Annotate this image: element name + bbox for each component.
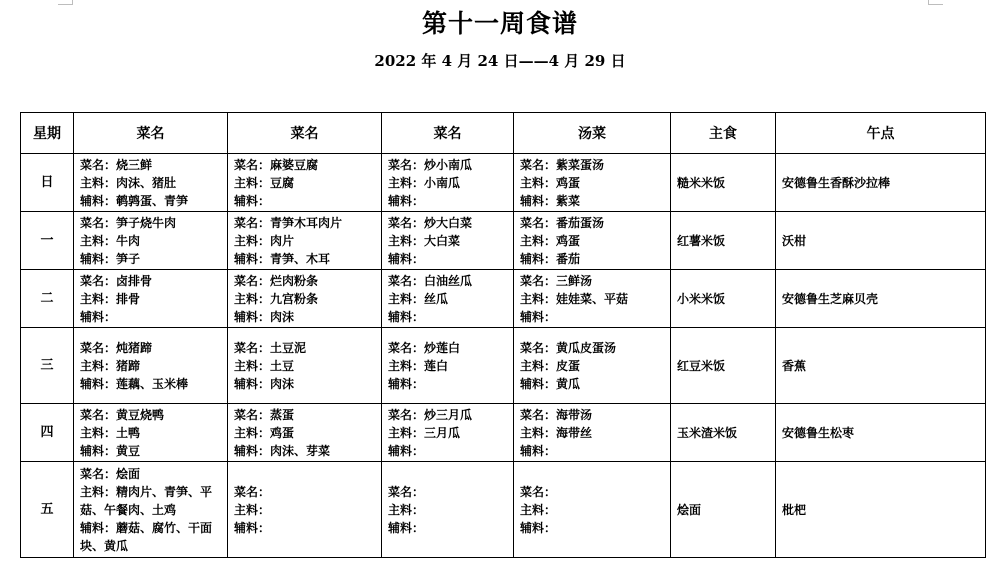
weekday-cell: 日: [21, 154, 74, 212]
dish-side: 辅料：青笋、木耳: [234, 251, 331, 266]
dish-main: 主料：娃娃菜、平菇: [520, 291, 629, 306]
dish-main: 主料：牛肉: [80, 233, 141, 248]
table-row: [21, 154, 986, 212]
staple-cell: 小米米饭: [671, 270, 776, 328]
header-dish-2: 菜名: [228, 113, 382, 154]
dish-name: 菜名：黄瓜皮蛋汤: [520, 340, 617, 355]
dish-cell: [382, 404, 514, 462]
dish-main: 主料：猪蹄: [80, 358, 141, 373]
dish-main: 主料：土鸭: [80, 425, 141, 440]
soup-cell: [514, 154, 671, 212]
dish-name: 菜名：烩面: [80, 466, 141, 481]
soup-cell: [514, 270, 671, 328]
dish-cell: [228, 270, 382, 328]
dish-side: 辅料：: [388, 193, 425, 208]
dish-main: 主料：排骨: [80, 291, 141, 306]
table-row: [21, 462, 986, 558]
dish-name: 菜名：黄豆烧鸭: [80, 407, 165, 422]
dish-side: 辅料：: [234, 193, 271, 208]
dish-main: 主料：肉片: [234, 233, 295, 248]
staple-cell: 红豆米饭: [671, 328, 776, 404]
dish-side: 辅料：番茄: [520, 251, 581, 266]
dish-side: 辅料：蘑菇、腐竹、干面块、黄瓜: [80, 520, 213, 553]
dish-main: 主料：精肉片、青笋、平菇、午餐肉、土鸡: [80, 484, 213, 517]
dish-cell: [382, 154, 514, 212]
dish-main: 主料：豆腐: [234, 175, 295, 190]
soup-cell: [514, 328, 671, 404]
dish-cell: [74, 154, 228, 212]
dish-side: 辅料：鹌鹑蛋、青笋: [80, 193, 189, 208]
snack-cell: 枇杷: [776, 462, 986, 558]
dish-cell: [228, 404, 382, 462]
dish-side: 辅料：: [388, 443, 425, 458]
dish-cell: [228, 328, 382, 404]
dish-cell: [228, 154, 382, 212]
dish-main: 主料：: [388, 502, 425, 517]
dish-name: 菜名：烂肉粉条: [234, 273, 319, 288]
dish-main: 主料：莲白: [388, 358, 449, 373]
dish-name: 菜名：卤排骨: [80, 273, 153, 288]
dish-side: 辅料：紫菜: [520, 193, 581, 208]
staple-cell: 红薯米饭: [671, 212, 776, 270]
table-row: [21, 270, 986, 328]
dish-side: 辅料：: [388, 376, 425, 391]
dish-cell: [382, 462, 514, 558]
dish-name: 菜名：蒸蛋: [234, 407, 295, 422]
header-staple: 主食: [671, 113, 776, 154]
dish-side: 辅料：: [388, 520, 425, 535]
dish-cell: [228, 212, 382, 270]
snack-cell: 安德鲁生松枣: [776, 404, 986, 462]
header-dish-1: 菜名: [74, 113, 228, 154]
dish-main: 主料：: [234, 502, 271, 517]
dish-name: 菜名：炒小南瓜: [388, 157, 473, 172]
header-soup: 汤菜: [514, 113, 671, 154]
dish-cell: [74, 404, 228, 462]
dish-main: 主料：九宫粉条: [234, 291, 319, 306]
dish-name: 菜名：三鲜汤: [520, 273, 593, 288]
table-row: [21, 212, 986, 270]
dish-name: 菜名：白油丝瓜: [388, 273, 473, 288]
dish-name: 菜名：紫菜蛋汤: [520, 157, 605, 172]
table-row: [21, 404, 986, 462]
dish-cell: [74, 212, 228, 270]
dish-main: 主料：皮蛋: [520, 358, 581, 373]
dish-side: 辅料：肉沫: [234, 376, 295, 391]
header-dish-3: 菜名: [382, 113, 514, 154]
dish-side: 辅料：: [80, 309, 117, 324]
dish-name: 菜名：炖猪蹄: [80, 340, 153, 355]
page-title: 第十一周食谱: [421, 9, 578, 38]
dish-cell: [74, 328, 228, 404]
menu-table: [20, 112, 986, 558]
dish-side: 辅料：: [388, 251, 425, 266]
dish-cell: [382, 328, 514, 404]
dish-main: 主料：鸡蛋: [520, 175, 581, 190]
table-row: [21, 328, 986, 404]
dish-name: 菜名：笋子烧牛肉: [80, 215, 177, 230]
soup-cell: [514, 404, 671, 462]
weekday-cell: 四: [21, 404, 74, 462]
header-row: [21, 113, 986, 154]
dish-name: 菜名：炒三月瓜: [388, 407, 473, 422]
dish-name: 菜名：海带汤: [520, 407, 593, 422]
dish-side: 辅料：: [520, 309, 557, 324]
soup-cell: [514, 462, 671, 558]
dish-main: 主料：肉沫、猪肚: [80, 175, 177, 190]
dish-side: 辅料：: [388, 309, 425, 324]
dish-side: 辅料：: [520, 443, 557, 458]
dish-main: 主料：鸡蛋: [234, 425, 295, 440]
snack-cell: 安德鲁生芝麻贝壳: [776, 270, 986, 328]
header-snack: 午点: [776, 113, 986, 154]
dish-main: 主料：海带丝: [520, 425, 593, 440]
dish-side: 辅料：: [520, 520, 557, 535]
dish-cell: [74, 270, 228, 328]
dish-side: 辅料：肉沫: [234, 309, 295, 324]
dish-main: 主料：鸡蛋: [520, 233, 581, 248]
dish-cell: [74, 462, 228, 558]
dish-name: 菜名：: [234, 484, 271, 499]
dish-side: 辅料：笋子: [80, 251, 141, 266]
dish-main: 主料：丝瓜: [388, 291, 449, 306]
weekday-cell: 五: [21, 462, 74, 558]
dish-cell: [228, 462, 382, 558]
header-weekday: 星期: [21, 113, 74, 154]
dish-side: 辅料：黄瓜: [520, 376, 581, 391]
dish-side: 辅料：莲藕、玉米棒: [80, 376, 189, 391]
staple-cell: 玉米渣米饭: [671, 404, 776, 462]
dish-name: 菜名：土豆泥: [234, 340, 307, 355]
dish-main: 主料：大白菜: [388, 233, 461, 248]
dish-side: 辅料：肉沫、芽菜: [234, 443, 331, 458]
dish-name: 菜名：: [520, 484, 557, 499]
dish-side: 辅料：: [234, 520, 271, 535]
dish-name: 菜名：: [388, 484, 425, 499]
dish-main: 主料：三月瓜: [388, 425, 461, 440]
dish-name: 菜名：烧三鲜: [80, 157, 153, 172]
dish-name: 菜名：炒莲白: [388, 340, 461, 355]
dish-main: 主料：: [520, 502, 557, 517]
snack-cell: 安德鲁生香酥沙拉棒: [776, 154, 986, 212]
snack-cell: 沃柑: [776, 212, 986, 270]
dish-cell: [382, 212, 514, 270]
staple-cell: 糙米米饭: [671, 154, 776, 212]
dish-name: 菜名：番茄蛋汤: [520, 215, 605, 230]
dish-name: 菜名：青笋木耳肉片: [234, 215, 343, 230]
snack-cell: 香蕉: [776, 328, 986, 404]
soup-cell: [514, 212, 671, 270]
dish-name: 菜名：麻婆豆腐: [234, 157, 319, 172]
weekday-cell: 一: [21, 212, 74, 270]
dish-side: 辅料：黄豆: [80, 443, 141, 458]
weekday-cell: 三: [21, 328, 74, 404]
dish-main: 主料：小南瓜: [388, 175, 461, 190]
staple-cell: 烩面: [671, 462, 776, 558]
dish-cell: [382, 270, 514, 328]
dish-name: 菜名：炒大白菜: [388, 215, 473, 230]
date-range: 2022 年 4 月 24 日——4 月 29 日: [374, 52, 626, 70]
weekday-cell: 二: [21, 270, 74, 328]
dish-main: 主料：土豆: [234, 358, 295, 373]
